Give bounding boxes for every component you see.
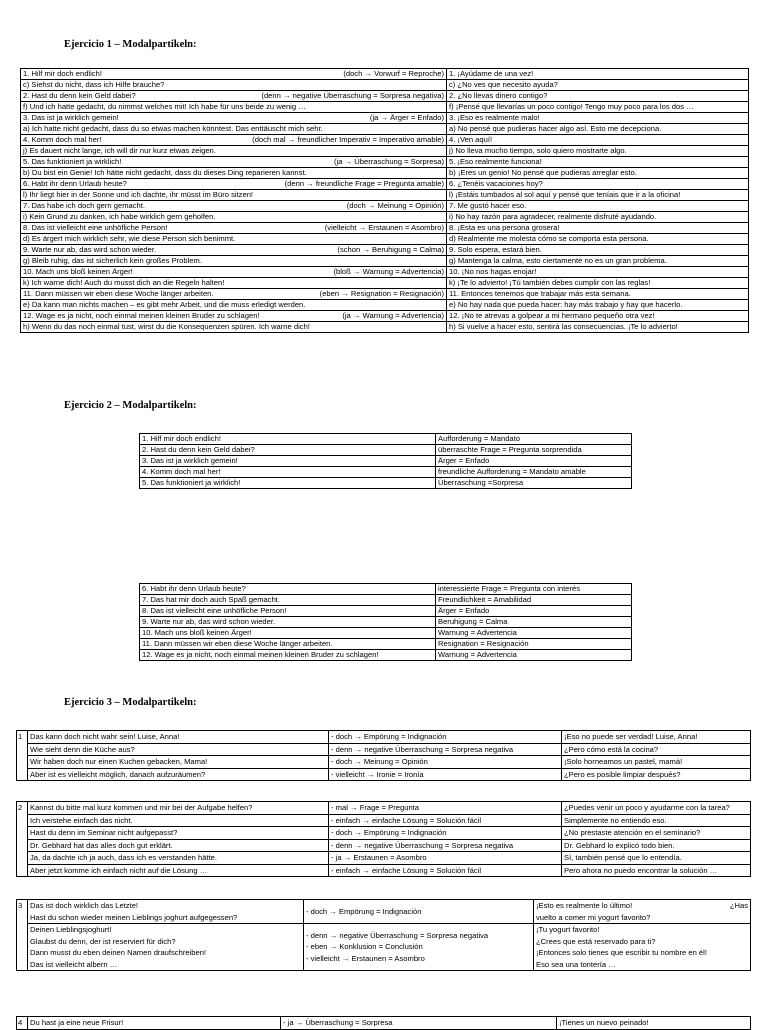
particle-note: (bloß → Warnung = Advertencia): [333, 267, 444, 276]
spanish-cell: ¡Tu yogurt favorito! ¿Crees que está reservado para ti? ¡Entonces solo tienes que escribir tu nombre en él! Eso sea una tontería …: [534, 924, 751, 971]
german-cell: [21, 223, 447, 234]
spanish-cell: 11. Entonces tenemos que trabajar más esta semana.: [447, 289, 749, 300]
german-sentence: j) Es dauert nicht lange, ich will dir nur kurz etwas zeigen.: [23, 146, 216, 155]
particle-note-cell: - doch → Meinung = Opinión: [329, 756, 562, 769]
german-sentence: 12. Wage es ja nicht, noch einmal meinen kleinen Bruder zu schlagen!: [23, 311, 260, 320]
particle-note: (eben → Resignation = Resignación): [319, 289, 444, 298]
german-cell: Du hast ja eine neue Frisur!: [28, 1017, 281, 1030]
spanish-cell: ¿No prestaste atención en el seminario?: [562, 827, 751, 840]
table-row: [21, 212, 749, 223]
table-row: [21, 146, 749, 157]
particle-note-cell: - doch → Empörung = Indignación: [329, 827, 562, 840]
exercise-2-table-a: [139, 433, 632, 489]
german-cell: 3. Das ist ja wirklich gemein!: [140, 456, 436, 467]
table-row: [140, 445, 632, 456]
table-row: [140, 628, 632, 639]
particle-note-cell: - denn → negative Überraschung = Sorpresa negativa: [329, 743, 562, 756]
particle-function-cell: Ärger = Enfado: [436, 456, 632, 467]
spanish-cell: 9. Solo espera, estará bien.: [447, 245, 749, 256]
german-sentence: l) Ihr liegt hier in der Sonne und ich dachte, ihr müsst im Büro sitzen!: [23, 190, 254, 199]
german-cell: [21, 322, 447, 333]
german-cell: 2. Hast du denn kein Geld dabei?: [140, 445, 436, 456]
german-sentence: g) Bleib ruhig, das ist sicherlich kein großes Problem.: [23, 256, 202, 265]
particle-function-cell: Warnung = Advertencia: [436, 650, 632, 661]
german-cell: Hast du denn im Seminar nicht aufgepasst?: [28, 827, 329, 840]
exercise-3-block-4: [16, 1016, 751, 1030]
table-row: [21, 267, 749, 278]
german-cell: Ja, da dachte ich ja auch, dass ich es verstanden hätte.: [28, 852, 329, 865]
german-cell: [21, 91, 447, 102]
spanish-cell: Pero ahora no puedo encontrar la solución …: [562, 864, 751, 877]
german-sentence: c) Siehst du nicht, dass ich Hilfe brauche?: [23, 80, 165, 89]
particle-note: (ja → Ärger = Enfado): [369, 113, 444, 122]
particle-function-cell: Überraschung =Sorpresa: [436, 478, 632, 489]
spanish-cell: ¡Tienes un nuevo peinado!: [557, 1017, 751, 1030]
spanish-cell: l) ¡Estáis tumbados al sol aquí y pensé que teníais que ir a la oficina!: [447, 190, 749, 201]
spanish-cell: ¡Eso no puede ser verdad! Luise, Anna!: [562, 731, 751, 744]
table-row: [21, 245, 749, 256]
spanish-cell: Sí, también pensé que lo entendía.: [562, 852, 751, 865]
spanish-cell: 2. ¿No llevas dinero contigo?: [447, 91, 749, 102]
german-cell: [21, 234, 447, 245]
spanish-cell: 5. ¡Eso realmente funciona!: [447, 157, 749, 168]
table-row: [21, 179, 749, 190]
german-cell: Wie sieht denn die Küche aus?: [28, 743, 329, 756]
german-cell: 5. Das funktioniert ja wirklich!: [140, 478, 436, 489]
particle-note: (doch mal → freundlicher Imperativ = Imperativo amable): [252, 135, 444, 144]
german-cell: 6. Habt ihr denn Urlaub heute?: [140, 584, 436, 595]
spanish-cell: ¡Solo horneamos un pastel, mamá!: [562, 756, 751, 769]
german-sentence: 11. Dann müssen wir eben diese Woche länger arbeiten.: [23, 289, 214, 298]
exercise-3-block-3: [16, 899, 751, 971]
table-row: [17, 900, 751, 924]
german-cell: Deinen Lieblingsjoghurt! Glaubst du denn, der ist reserviert für dich? Dann musst du eben deinen Namen draufschreiben! Das ist vielleicht albern …: [28, 924, 304, 971]
german-sentence: e) Da kann man nichts machen – es gibt mehr Arbeit, und die muss erledigt werden.: [23, 300, 306, 309]
particle-note-cell: - ja → Überraschung = Sorpresa: [281, 1017, 557, 1030]
german-cell: [21, 168, 447, 179]
german-cell: Aber jetzt komme ich einfach nicht auf die Lösung …: [28, 864, 329, 877]
german-sentence: 2. Hast du denn kein Geld dabei?: [23, 91, 136, 100]
german-cell: 11. Dann müssen wir eben diese Woche länger arbeiten.: [140, 639, 436, 650]
exercise-2-heading: Ejercicio 2 – Modalpartikeln:: [64, 400, 197, 411]
german-cell: [21, 300, 447, 311]
table-row: [140, 595, 632, 606]
table-row: [140, 434, 632, 445]
spanish-cell: a) No pensé que pudieras hacer algo así. Esto me decepciona.: [447, 124, 749, 135]
german-cell: [21, 124, 447, 135]
spanish-cell: b) ¡Eres un genio! No pensé que pudieras arreglar esto.: [447, 168, 749, 179]
table-row: [140, 584, 632, 595]
german-cell: [21, 135, 447, 146]
table-row: [140, 606, 632, 617]
german-cell: [21, 80, 447, 91]
particle-note-cell: - einfach → einfache Lösung = Solución fácil: [329, 814, 562, 827]
particle-note: (schon → Beruhigung = Calma): [337, 245, 444, 254]
table-row: [21, 201, 749, 212]
block-number: 2: [17, 802, 28, 877]
spanish-cell: Simplemente no entiendo eso.: [562, 814, 751, 827]
german-cell: [21, 69, 447, 80]
german-cell: [21, 157, 447, 168]
particle-note: (denn → negative Überraschung = Sorpresa negativa): [261, 91, 444, 100]
spanish-cell: f) ¡Pensé que llevarías un poco contigo! Tengo muy poco para los dos …: [447, 102, 749, 113]
german-cell: 7. Das hat mir doch auch Spaß gemacht.: [140, 595, 436, 606]
particle-note: (denn → freundliche Frage = Pregunta amable): [284, 179, 444, 188]
table-row: [21, 69, 749, 80]
german-cell: 12. Wage es ja nicht, noch einmal meinen kleinen Bruder zu schlagen!: [140, 650, 436, 661]
spanish-cell: 10. ¡No nos hagas enojar!: [447, 267, 749, 278]
table-row: [17, 827, 751, 840]
german-sentence: 9. Warte nur ab, das wird schon wieder.: [23, 245, 157, 254]
particle-function-cell: überraschte Frage = Pregunta sorprendida: [436, 445, 632, 456]
german-sentence: 8. Das ist vielleicht eine unhöfliche Person!: [23, 223, 168, 232]
particle-function-cell: interessierte Frage = Pregunta con interés: [436, 584, 632, 595]
german-cell: Das kann doch nicht wahr sein! Luise, Anna!: [28, 731, 329, 744]
table-row: [21, 91, 749, 102]
german-cell: Wir haben doch nur einen Kuchen gebacken, Mama!: [28, 756, 329, 769]
block-number: 4: [17, 1017, 28, 1030]
table-row: [21, 278, 749, 289]
german-cell: [21, 289, 447, 300]
table-row: [21, 234, 749, 245]
german-sentence: 4. Komm doch mal her!: [23, 135, 102, 144]
table-row: [17, 864, 751, 877]
german-cell: [21, 311, 447, 322]
table-row: [140, 456, 632, 467]
german-cell: 8. Das ist vielleicht eine unhöfliche Person!: [140, 606, 436, 617]
german-cell: [21, 179, 447, 190]
spanish-cell: 6. ¿Tenéis vacaciones hoy?: [447, 179, 749, 190]
german-cell: [21, 278, 447, 289]
table-row: [17, 743, 751, 756]
spanish-cell: 12. ¡No te atrevas a golpear a mi hermano pequeño otra vez!: [447, 311, 749, 322]
spanish-cell: 4. ¡Ven aquí!: [447, 135, 749, 146]
particle-function-cell: Ärger = Enfado: [436, 606, 632, 617]
particle-function-cell: Freundlichkeit = Amabilidad: [436, 595, 632, 606]
german-sentence: d) Es ärgert mich wirklich sehr, wie diese Person sich benimmt.: [23, 234, 236, 243]
table-row: [21, 289, 749, 300]
particle-function-cell: freundliche Aufforderung = Mandato amable: [436, 467, 632, 478]
spanish-cell: h) Si vuelve a hacer esto, sentirá las consecuencias. ¡Te lo advierto!: [447, 322, 749, 333]
particle-function-cell: Beruhigung = Calma: [436, 617, 632, 628]
exercise-1-table: [20, 68, 749, 333]
particle-note: (doch → Meinung = Opinión): [346, 201, 444, 210]
german-cell: [21, 267, 447, 278]
particle-note-cell: - ja → Erstaunen = Asombro: [329, 852, 562, 865]
german-sentence: 5. Das funktioniert ja wirklich!: [23, 157, 122, 166]
particle-function-cell: Warnung = Advertencia: [436, 628, 632, 639]
table-row: [21, 256, 749, 267]
table-row: [17, 731, 751, 744]
german-cell: 4. Komm doch mal her!: [140, 467, 436, 478]
spanish-cell: 8. ¡Esta es una persona grosera!: [447, 223, 749, 234]
german-sentence: k) Ich warne dich! Auch du musst dich an die Regeln halten!: [23, 278, 225, 287]
german-sentence: 1. Hilf mir doch endlich!: [23, 69, 102, 78]
particle-note-cell: - einfach → einfache Lösung = Solución fácil: [329, 864, 562, 877]
spanish-cell: 3. ¡Eso es realmente malo!: [447, 113, 749, 124]
table-row: [140, 639, 632, 650]
block-number: 3: [17, 900, 28, 971]
block-number: 1: [17, 731, 28, 781]
table-row: [17, 768, 751, 781]
particle-note: (vielleicht → Erstaunen = Asombro): [324, 223, 444, 232]
spanish-cell: ¿Puedes venir un poco y ayudarme con la tarea?: [562, 802, 751, 815]
table-row: [140, 617, 632, 628]
german-cell: [21, 245, 447, 256]
exercise-3-heading: Ejercicio 3 – Modalpartikeln:: [64, 697, 197, 708]
table-row: [17, 756, 751, 769]
german-cell: 9. Warte nur ab, das wird schon wieder.: [140, 617, 436, 628]
german-cell: Das ist doch wirklich das Letzte! Hast du schon wieder meinen Lieblings joghurt aufgegessen?: [28, 900, 304, 924]
particle-note: (ja → Warnung = Advertencia): [342, 311, 444, 320]
particle-note-cell: - vielleicht → Ironie = Ironía: [329, 768, 562, 781]
german-cell: Kannst du bitte mal kurz kommen und mir bei der Aufgabe helfen?: [28, 802, 329, 815]
table-row: [140, 467, 632, 478]
german-cell: [21, 212, 447, 223]
spanish-cell: g) Mantenga la calma, esto ciertamente no es un gran problema.: [447, 256, 749, 267]
particle-note-cell: - mal → Frage = Pregunta: [329, 802, 562, 815]
table-row: [21, 113, 749, 124]
exercise-1-heading: Ejercicio 1 – Modalpartikeln:: [64, 39, 197, 50]
particle-function-cell: Aufforderung = Mandato: [436, 434, 632, 445]
table-row: [17, 802, 751, 815]
spanish-cell: Dr. Gebhard lo explicó todo bien.: [562, 839, 751, 852]
german-cell: 1. Hilf mir doch endlich!: [140, 434, 436, 445]
german-cell: 10. Mach uns bloß keinen Ärger!: [140, 628, 436, 639]
particle-note-cell: - doch → Empörung = Indignación: [304, 900, 534, 924]
german-cell: [21, 146, 447, 157]
particle-note: (ja → Überraschung = Sorpresa): [334, 157, 444, 166]
german-sentence: 3. Das ist ja wirklich gemein!: [23, 113, 119, 122]
german-sentence: 6. Habt ihr denn Urlaub heute?: [23, 179, 127, 188]
german-cell: [21, 102, 447, 113]
particle-note-cell: - denn → negative Überraschung = Sorpresa negativa - eben → Konklusion = Conclusión - vielleicht → Erstaunen = Asombro: [304, 924, 534, 971]
table-row: [21, 157, 749, 168]
spanish-cell: k) ¡Te lo advierto! ¡Tú también debes cumplir con las reglas!: [447, 278, 749, 289]
table-row: [21, 124, 749, 135]
table-row: [17, 814, 751, 827]
particle-note-cell: - doch → Empörung = Indignación: [329, 731, 562, 744]
german-cell: [21, 201, 447, 212]
german-sentence: i) Kein Grund zu danken, ich habe wirklich gern geholfen.: [23, 212, 216, 221]
spanish-cell: ¿Pero es posible limpiar después?: [562, 768, 751, 781]
german-cell: Dr. Gebhard hat das alles doch gut erklärt.: [28, 839, 329, 852]
table-row: [21, 300, 749, 311]
table-row: [21, 80, 749, 91]
spanish-cell: 1. ¡Ayúdame de una vez!: [447, 69, 749, 80]
table-row: [140, 478, 632, 489]
spanish-cell: i) No hay razón para agradecer, realmente disfruté ayudando.: [447, 212, 749, 223]
spanish-cell: j) No lleva mucho tiempo, solo quiero mostrarte algo.: [447, 146, 749, 157]
german-sentence: a) Ich hatte nicht gedacht, dass du so etwas machen könntest. Das enttäuscht mich sehr.: [23, 124, 323, 133]
exercise-3-block-1: [16, 730, 751, 781]
table-row: [17, 852, 751, 865]
german-sentence: 10. Mach uns bloß keinen Ärger!: [23, 267, 133, 276]
table-row: [21, 322, 749, 333]
german-cell: [21, 190, 447, 201]
german-cell: Ich verstehe einfach das nicht.: [28, 814, 329, 827]
spanish-cell: 7. Me gustó hacer eso.: [447, 201, 749, 212]
german-sentence: f) Und ich hatte gedacht, du nimmst welches mit! Ich habe für uns beide zu wenig …: [23, 102, 306, 111]
german-sentence: 7. Das habe ich doch gern gemacht.: [23, 201, 145, 210]
german-cell: Aber ist es vielleicht möglich, danach aufzuräumen?: [28, 768, 329, 781]
spanish-cell: ¡Esto es realmente lo último! ¿Has vuelto a comer mi yogurt favorito?: [534, 900, 751, 924]
table-row: [140, 650, 632, 661]
spanish-cell: d) Realmente me molesta cómo se comporta esta persona.: [447, 234, 749, 245]
exercise-2-table-b: [139, 583, 632, 661]
particle-note: (doch → Vorwurf = Reproche): [343, 69, 444, 78]
spanish-cell: ¿Pero cómo está la cocina?: [562, 743, 751, 756]
exercise-3-block-2: [16, 801, 751, 877]
table-row: [17, 839, 751, 852]
table-row: [21, 135, 749, 146]
table-row: [21, 190, 749, 201]
spanish-cell: c) ¿No ves que necesito ayuda?: [447, 80, 749, 91]
particle-note-cell: - denn → negative Überraschung = Sorpresa negativa: [329, 839, 562, 852]
german-sentence: b) Du bist ein Genie! Ich hätte nicht gedacht, dass du dieses Ding reparieren kannst.: [23, 168, 307, 177]
table-row: [21, 311, 749, 322]
german-cell: [21, 113, 447, 124]
table-row: [21, 168, 749, 179]
particle-function-cell: Resignation = Resignación: [436, 639, 632, 650]
german-cell: [21, 256, 447, 267]
table-row: [17, 1017, 751, 1030]
table-row: [21, 223, 749, 234]
german-sentence: h) Wenn du das noch einmal tust, wirst du die Konsequenzen spüren. Ich warne dich!: [23, 322, 310, 331]
table-row: [21, 102, 749, 113]
table-row: [17, 924, 751, 971]
spanish-cell: e) No hay nada que pueda hacer: hay más trabajo y hay que hacerlo.: [447, 300, 749, 311]
